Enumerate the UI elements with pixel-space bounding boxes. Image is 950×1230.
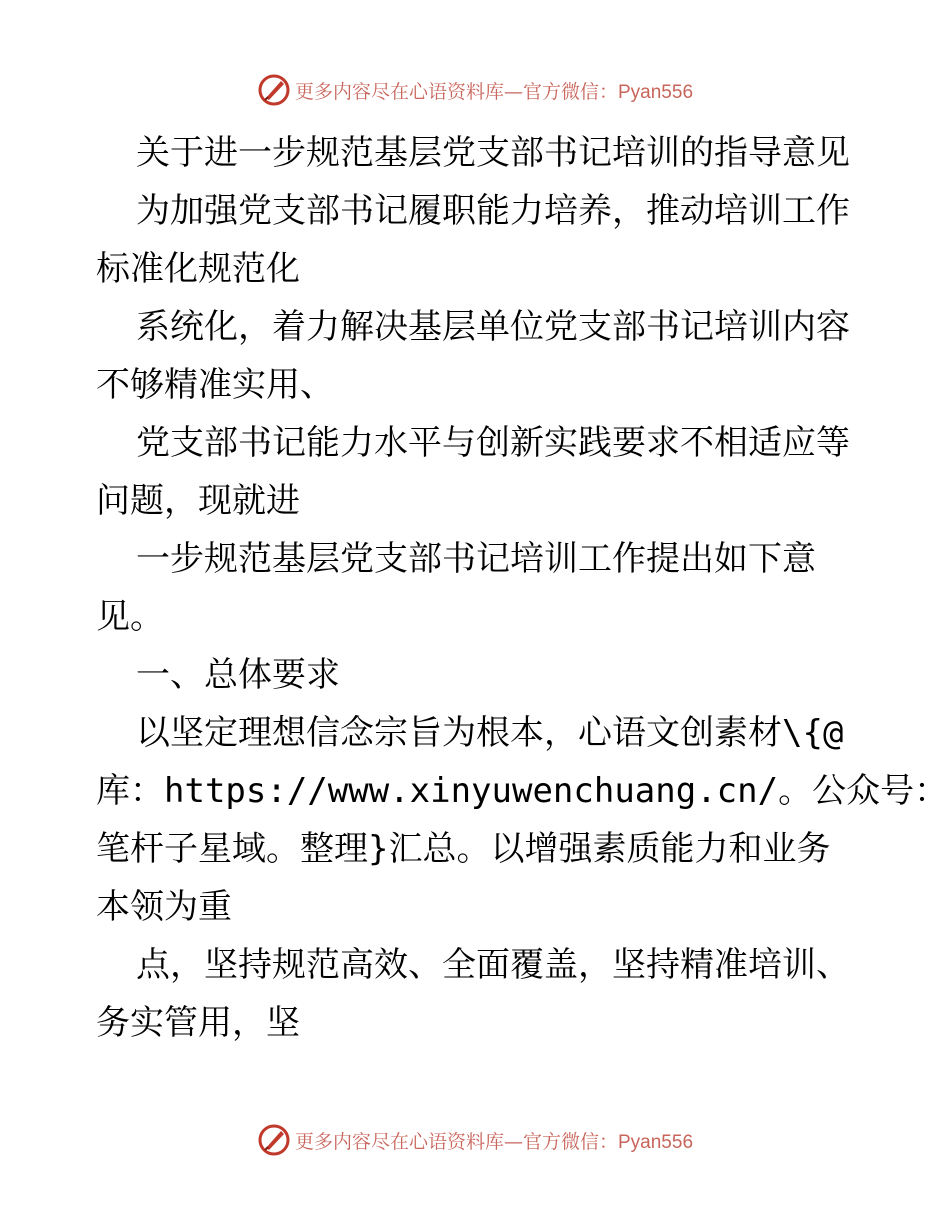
text-line: 标准化规范化 (96, 249, 300, 289)
text-line: 问题，现就进 (96, 481, 300, 521)
text-line: 以坚定理想信念宗旨为根本，心语文创素材\{@ (136, 713, 844, 753)
document-body (96, 124, 949, 1052)
watermark-text: 更多内容尽在心语资料库—官方微信：Pyan556 (294, 80, 694, 103)
wechat-id: Pyan556 (618, 1131, 694, 1153)
text-line: 为加强党支部书记履职能力培养，推动培训工作 (136, 191, 850, 231)
quill-logo-icon (257, 1123, 291, 1157)
wechat-id: Pyan556 (618, 81, 694, 103)
header-watermark (257, 73, 693, 107)
text-line: 一、总体要求 (136, 655, 340, 695)
watermark-text: 更多内容尽在心语资料库—官方微信：Pyan556 (294, 1130, 694, 1153)
quill-logo-icon (257, 73, 291, 107)
text-line: 关于进一步规范基层党支部书记培训的指导意见 (136, 133, 850, 173)
text-line: 党支部书记能力水平与创新实践要求不相适应等 (136, 423, 850, 463)
header-watermark-banner (0, 70, 950, 110)
text-line: 一步规范基层党支部书记培训工作提出如下意 (136, 539, 816, 579)
footer-watermark-banner (0, 1120, 950, 1160)
text-line: 系统化，着力解决基层单位党支部书记培训内容 (136, 307, 850, 347)
text-line: 库：https://www.xinyuwenchuang.cn/。公众号： (96, 771, 949, 811)
text-line: 不够精准实用、 (96, 365, 334, 405)
text-line: 笔杆子星域。整理}汇总。以增强素质能力和业务 (96, 829, 831, 869)
text-line: 见。 (96, 597, 164, 637)
text-line: 点，坚持规范高效、全面覆盖，坚持精准培训、 (136, 945, 850, 985)
text-line: 本领为重 (96, 887, 232, 927)
footer-watermark (257, 1123, 693, 1157)
text-line: 务实管用，坚 (96, 1003, 300, 1043)
